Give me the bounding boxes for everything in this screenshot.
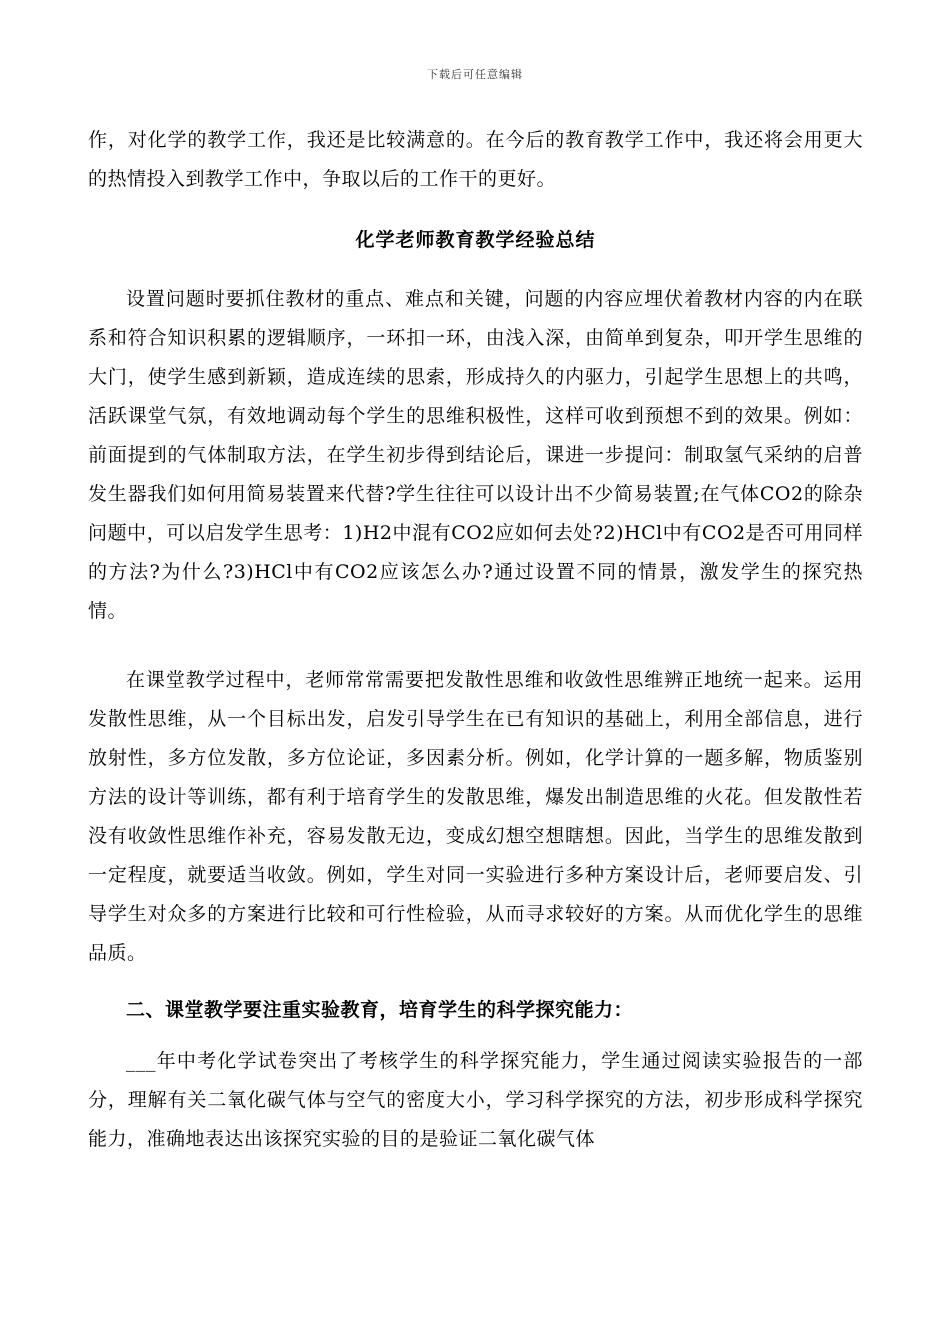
page-header: 下载后可任意编辑 — [427, 68, 523, 81]
body-paragraph-1: 设置问题时要抓住教材的重点、难点和关键，问题的内容应埋伏着教材内容的内在联系和符合知识积累的逻辑顺序，一环扣一环，由浅入深，由简单到复杂，叩开学生思维的大门，使学生感到新颖，造成连续的思索，形成持久的内驱力，引起学生思想上的共鸣，活跃课堂气氛，有效地调动每个学生的思维积极性，这样可收到预想不到的效果。例如：前面提到的气体制取方法，在学生初步得到结论后，课进一步提问：制取氢气采纳的启普发生器我们如何用简易装置来代替?学生往往可以设计出不少简易装置;在气体CO2的除杂问题中，可以启发学生思考：1)H2中混有CO2应如何去处?2)HCl中有CO2是否可用同样的方法?为什么?3)HCl中有CO2应该怎么办?通过设置不同的情景，激发学生的探究热情。 — [88, 288, 863, 622]
paragraph-spacer — [88, 631, 863, 661]
section-heading: 二、课堂教学要注重实验教育，培育学生的科学探究能力： — [126, 999, 634, 1021]
document-title: 化学老师教育教学经验总结 — [355, 229, 596, 251]
body-paragraph-2: 在课堂教学过程中，老师常常需要把发散性思维和收敛性思维辨正地统一起来。运用发散性思维，从一个目标出发，启发引导学生在已有知识的基础上，利用全部信息，进行放射性，多方位发散，多方位论证，多因素分析。例如，化学计算的一题多解，物质鉴别方法的设计等训练，都有利于培育学生的发散思维，爆发出制造思维的火花。但发散性若没有收敛性思维作补充，容易发散无边，变成幻想空想瞎想。因此，当学生的思维发散到一定程度，就要适当收敛。例如，学生对同一实验进行多种方案设计后，老师要启发、引导学生对众多的方案进行比较和可行性检验，从而寻求较好的方案。从而优化学生的思维品质。 — [88, 669, 863, 964]
intro-paragraph: 作，对化学的教学工作，我还是比较满意的。在今后的教育教学工作中，我还将会用更大的热情投入到教学工作中，争取以后的工作干的更好。 — [88, 129, 863, 190]
body-paragraph-3: ___年中考化学试卷突出了考核学生的科学探究能力，学生通过阅读实验报告的一部分，理解有关二氧化碳气体与空气的密度大小，学习科学探究的方法，初步形成科学探究能力，准确地表达出该探究实验的目的是验证二氧化碳气体 — [88, 1050, 863, 1150]
document-body — [88, 121, 863, 1159]
